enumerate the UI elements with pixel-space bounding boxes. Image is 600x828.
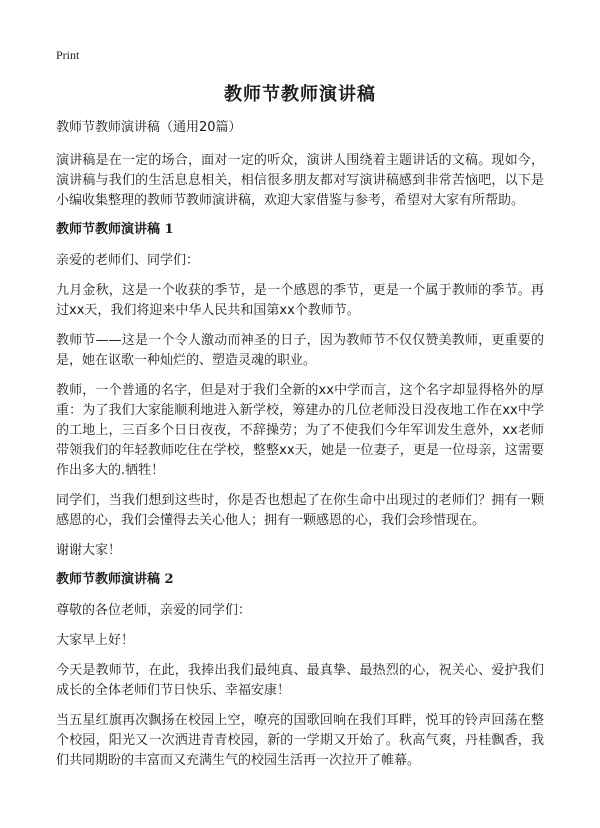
section-heading-1: 教师节教师演讲稿 1 [56, 222, 174, 237]
paragraph: 教师，一个普通的名字，但是对于我们全新的xx中学而言，这个名字却显得格外的厚重：为了我们大家能顺利地进入新学校，筹建办的几位老师没日没夜地工作在xx中学的工地上，三百多个日日夜夜，不辞操劳；为了不使我们今年军训发生意外，xx老师带领我们的年轻教师吃住在学校，整整xx天，她是一位妻子，更是一位母亲，这需要作出多大的.牺牲！ [56, 383, 544, 478]
paragraph: 亲爱的老师们、同学们： [56, 253, 200, 268]
print-link[interactable]: Print [56, 48, 80, 62]
document-title: 教师节教师演讲稿 [224, 84, 376, 105]
paragraph: 谢谢大家！ [56, 543, 122, 558]
intro-paragraph: 演讲稿是在一定的场合，面对一定的听众，演讲人围绕着主题讲话的文稿。现如今，演讲稿与我们的生活息息相关，相信很多朋友都对写演讲稿感到非常苦恼吧，以下是小编收集整理的教师节教师演讲稿，欢迎大家借鉴与参考，希望对大家有所帮助。 [56, 153, 544, 208]
paragraph: 大家早上好！ [56, 633, 135, 648]
paragraph: 今天是教师节，在此，我捧出我们最纯真、最真挚、最热烈的心，祝关心、爱护我们成长的全体老师们节日快乐、幸福安康！ [56, 663, 544, 698]
section-heading-2: 教师节教师演讲稿 2 [56, 572, 174, 587]
document-body [56, 119, 544, 781]
document-subtitle: 教师节教师演讲稿（通用20篇） [56, 120, 242, 135]
paragraph: 尊敬的各位老师，亲爱的同学们： [56, 603, 252, 618]
paragraph: 教师节——这是一个令人激动而神圣的日子，因为教师节不仅仅赞美教师，更重要的是，她在讴歌一种灿烂的、塑造灵魂的职业。 [56, 333, 544, 368]
paragraph: 九月金秋，这是一个收获的季节，是一个感恩的季节，更是一个属于教师的季节。再过xx天，我们将迎来中华人民共和国第xx个教师节。 [56, 283, 544, 318]
paragraph: 同学们，当我们想到这些时，你是否也想起了在你生命中出现过的老师们？拥有一颗感恩的心，我们会懂得去关心他人；拥有一颗感恩的心，我们会珍惜现在。 [56, 493, 544, 528]
paragraph: 当五星红旗再次飘扬在校园上空，嘹亮的国歌回响在我们耳畔，悦耳的铃声回荡在整个校园，阳光又一次洒进青青校园，新的一学期又开始了。秋高气爽，丹桂飘香，我们共同期盼的丰富而又充满生气的校园生活再一次拉开了帷幕。 [56, 713, 544, 768]
